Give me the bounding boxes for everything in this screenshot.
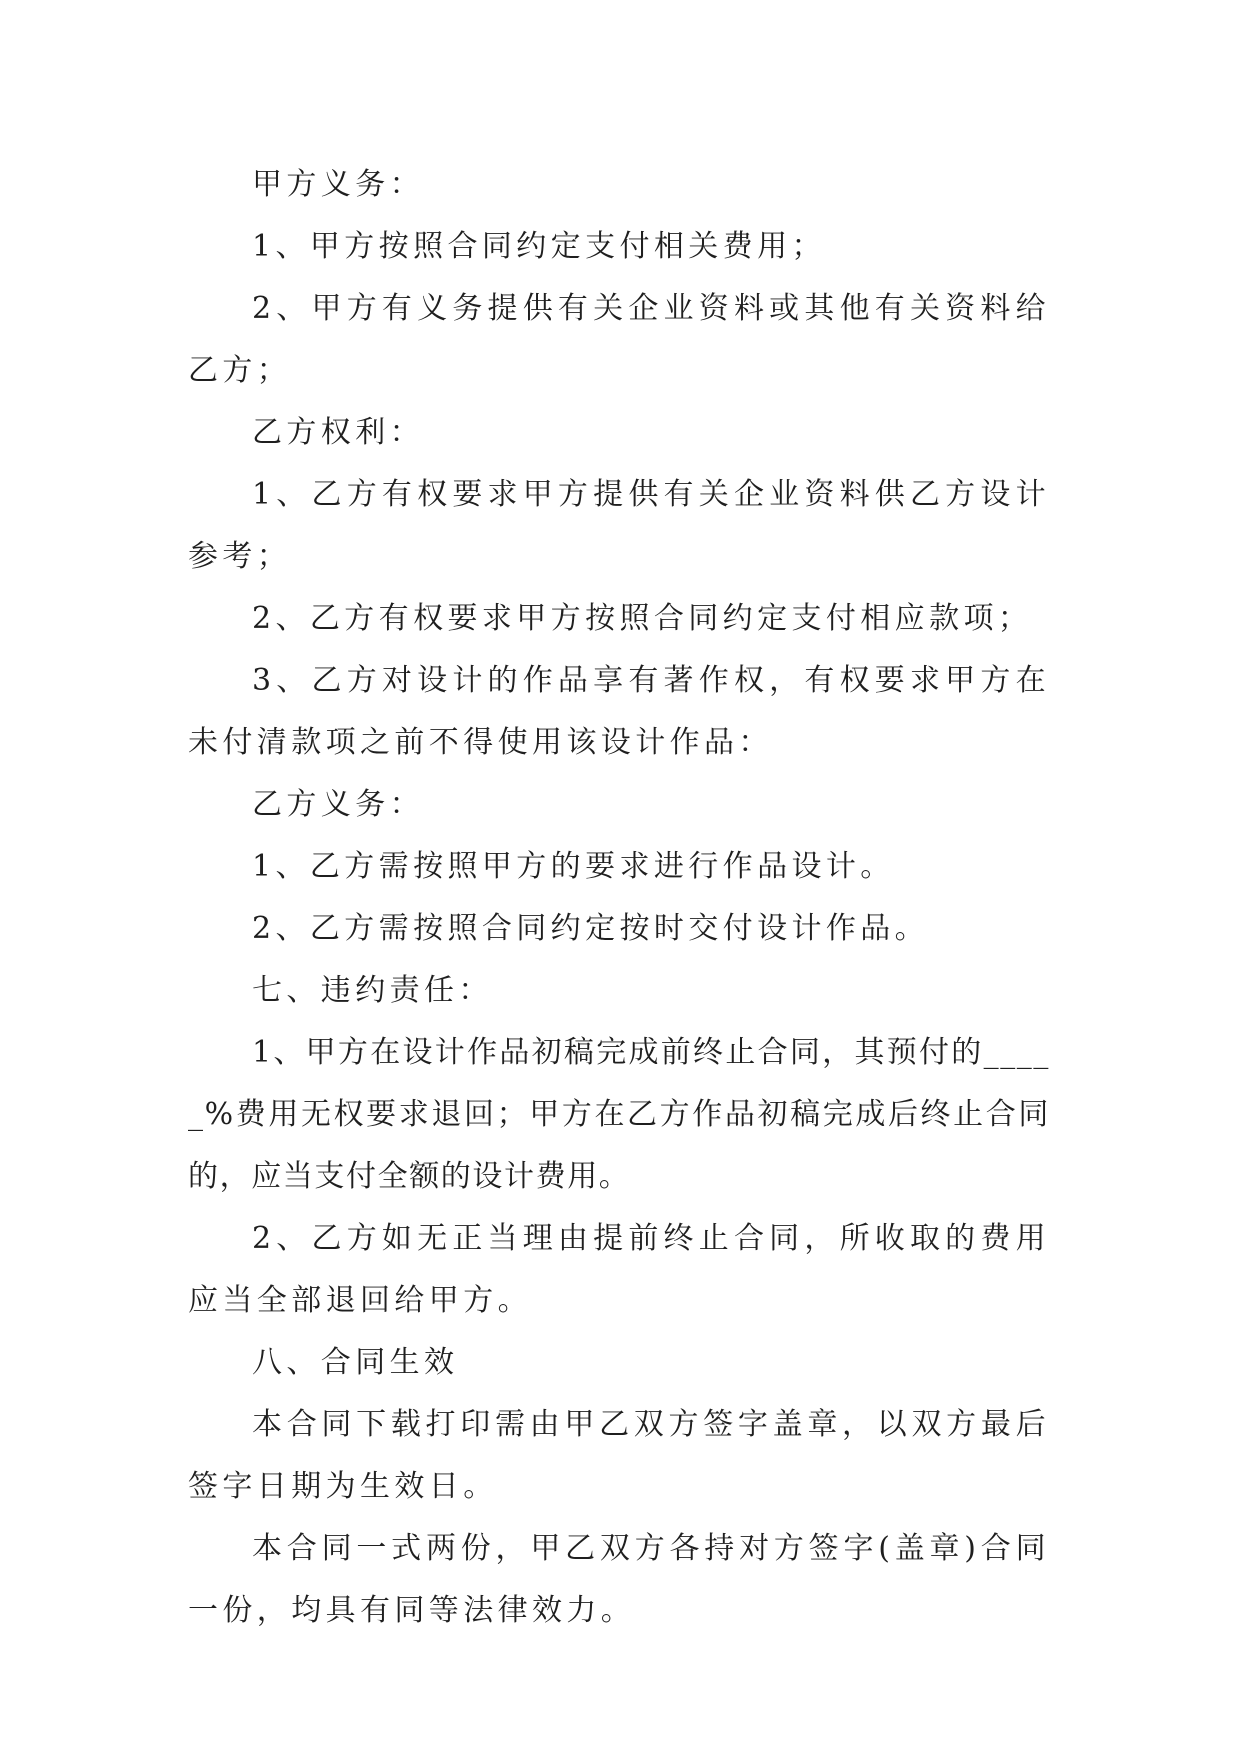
heading-party-b-rights: 乙方权利： — [252, 415, 424, 450]
effect-clause-2: 本合同一式两份，甲乙双方各持对方签字(盖章)合同一份，均具有同等法律效力。 — [188, 1531, 1050, 1628]
heading-party-a-obligations: 甲方义务： — [252, 167, 424, 202]
party-b-right-3: 3、乙方对设计的作品享有著作权，有权要求甲方在未付清款项之前不得使用该设计作品： — [188, 663, 1050, 760]
party-b-right-1: 1、乙方有权要求甲方提供有关企业资料供乙方设计参考； — [188, 477, 1050, 574]
party-a-obligation-1: 1、甲方按照合同约定支付相关费用； — [252, 229, 826, 264]
party-a-obligation-2: 2、甲方有义务提供有关企业资料或其他有关资料给乙方； — [188, 291, 1050, 388]
party-b-obligation-2: 2、乙方需按照合同约定按时交付设计作品。 — [252, 911, 930, 946]
party-b-right-2: 2、乙方有权要求甲方按照合同约定支付相应款项； — [252, 601, 1033, 636]
heading-party-b-obligations: 乙方义务： — [252, 787, 424, 822]
party-b-obligation-1: 1、乙方需按照甲方的要求进行作品设计。 — [252, 849, 895, 884]
breach-clause-2: 2、乙方如无正当理由提前终止合同，所收取的费用应当全部退回给甲方。 — [188, 1221, 1050, 1318]
breach-clause-1: 1、甲方在设计作品初稿完成前终止合同，其预付的_____%费用无权要求退回；甲方在乙方作品初稿完成后终止合同的，应当支付全额的设计费用。 — [188, 1035, 1050, 1194]
document-body — [188, 154, 1050, 1642]
heading-contract-effect: 八、合同生效 — [252, 1345, 459, 1380]
heading-breach-liability: 七、违约责任： — [252, 973, 493, 1008]
effect-clause-1: 本合同下载打印需由甲乙双方签字盖章，以双方最后签字日期为生效日。 — [188, 1407, 1050, 1504]
